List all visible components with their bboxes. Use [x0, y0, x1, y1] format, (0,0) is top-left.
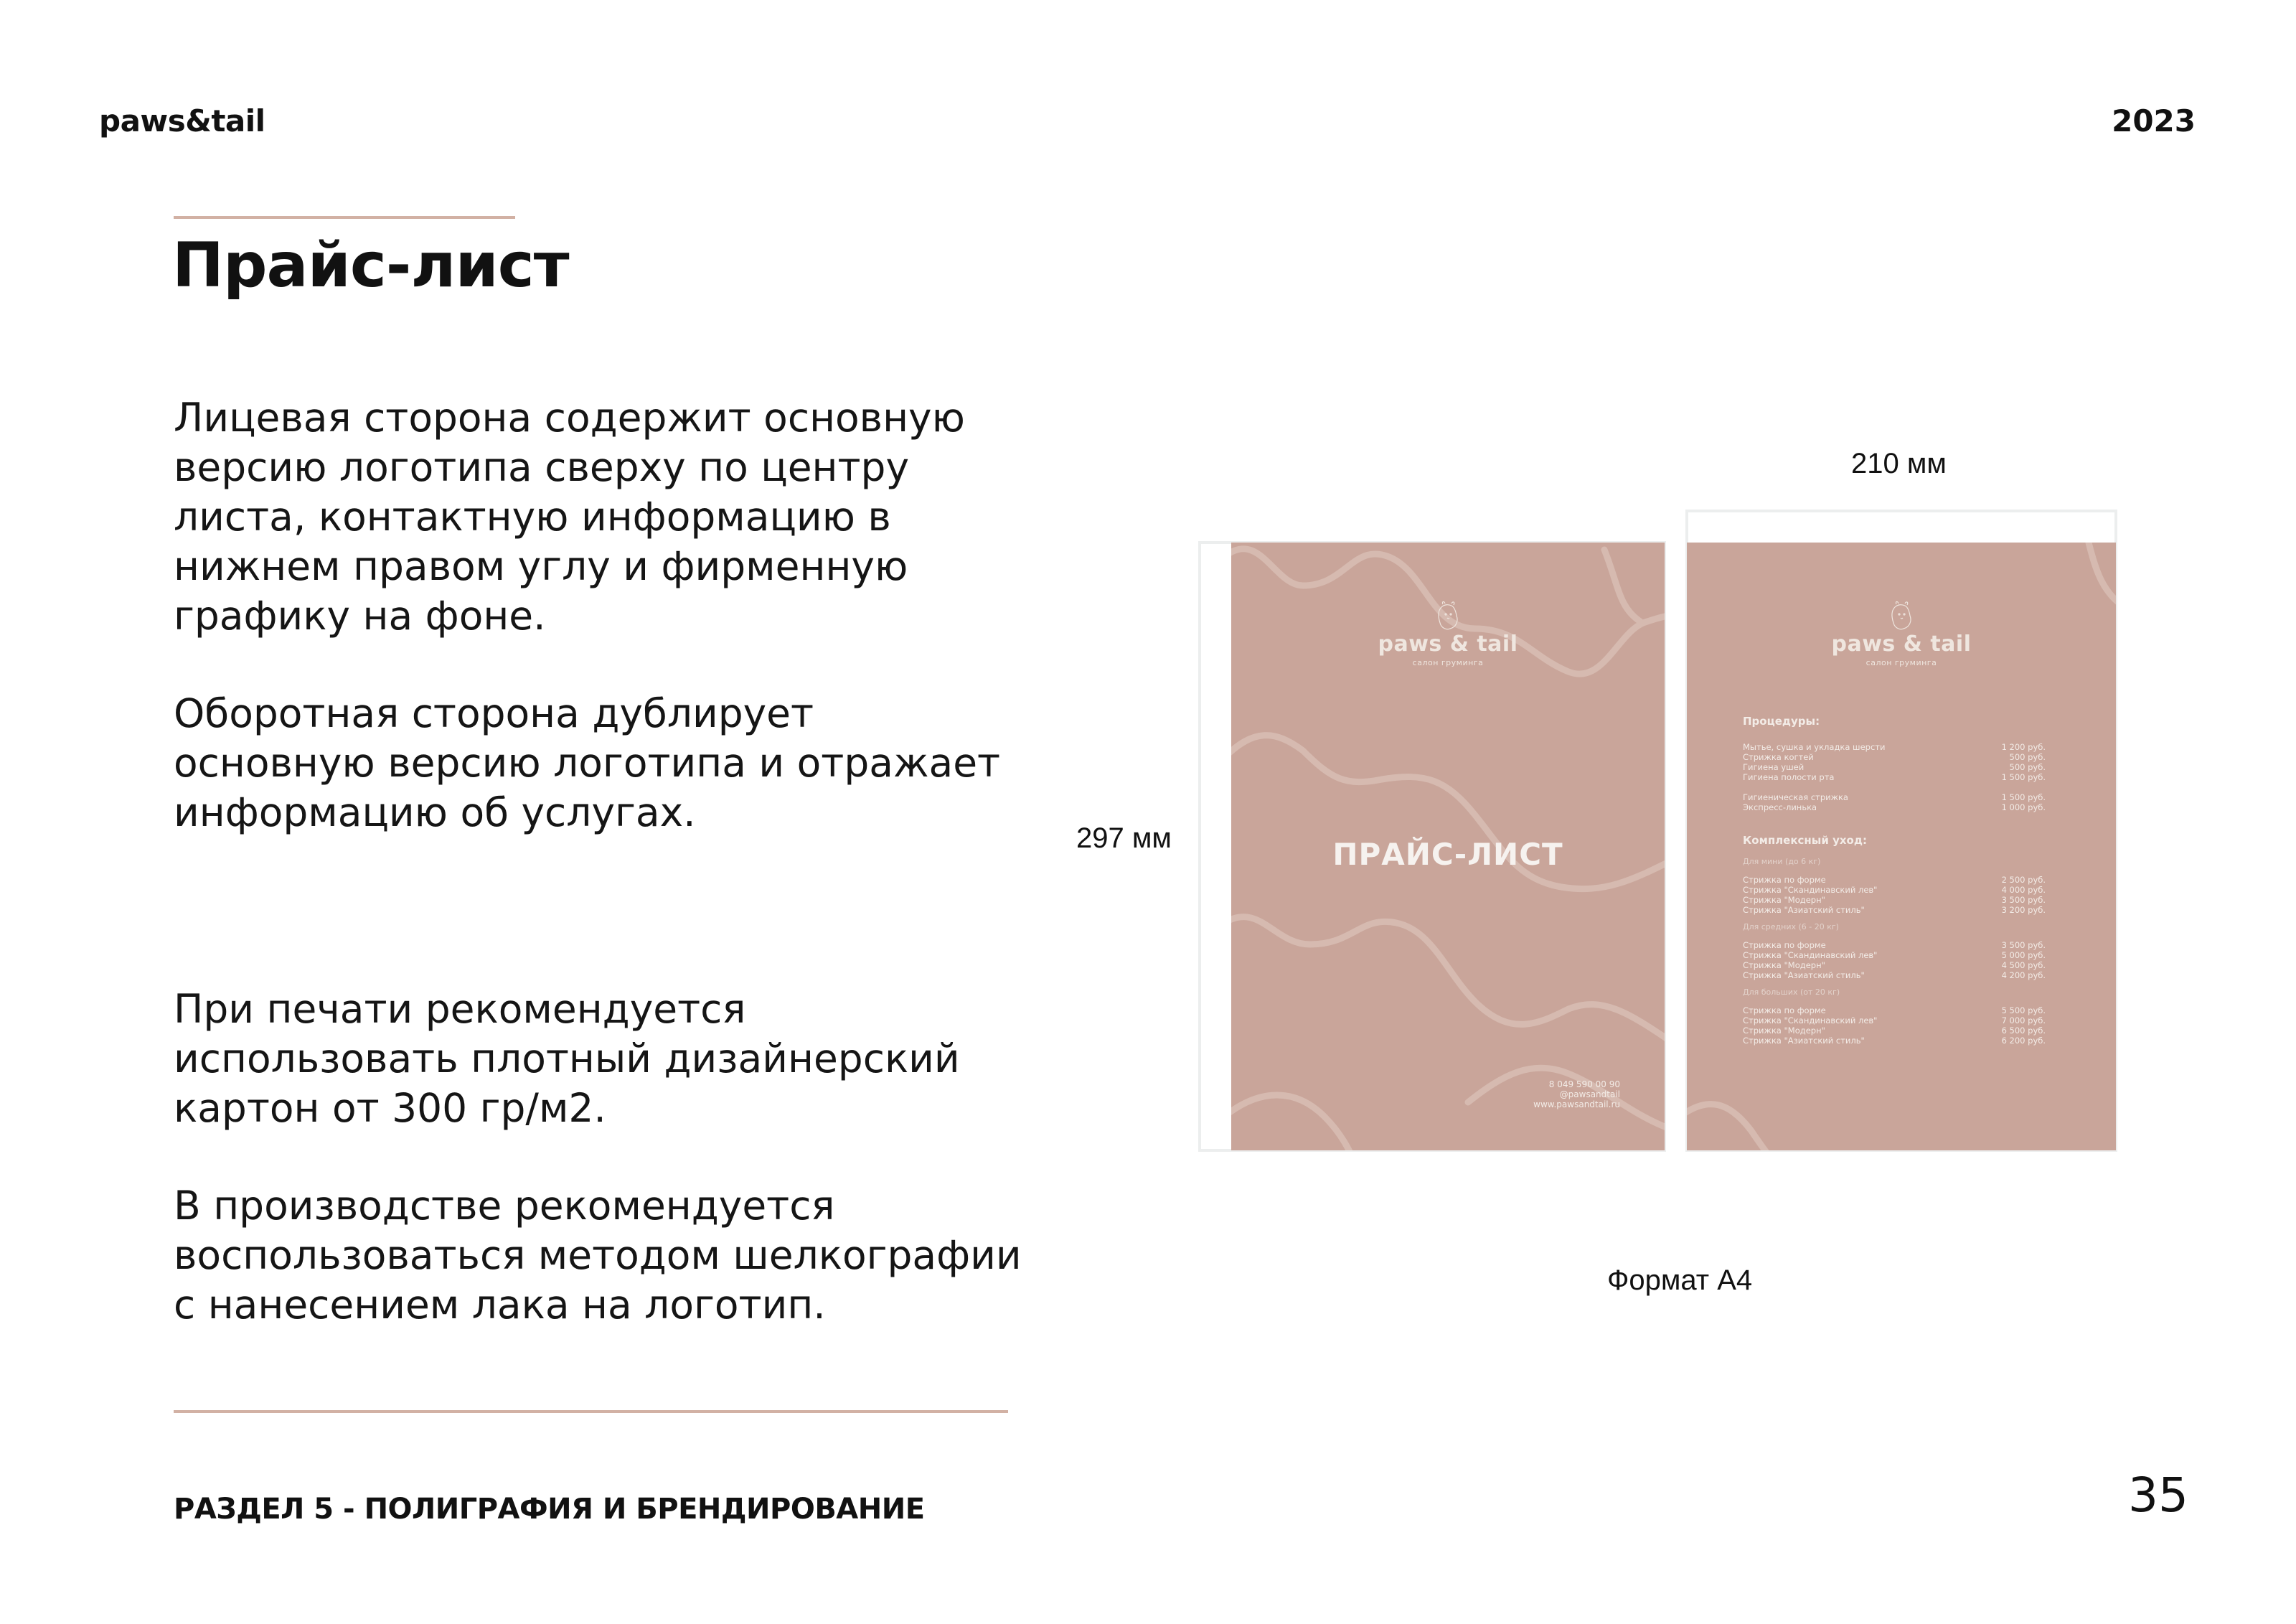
text-line: нижнем правом углу и фирменную: [174, 543, 908, 589]
price-row: Стрижка когтей 500 руб.: [1743, 752, 2046, 762]
text-line: В производстве рекомендуется: [174, 1183, 835, 1229]
weight-group-label: Для мини (до 6 кг): [1743, 857, 1821, 866]
text-line: основную версию логотипа и отражает: [174, 740, 1001, 786]
logo-name: paws & tail: [1378, 632, 1518, 657]
weight-group-label: Для средних (6 - 20 кг): [1743, 922, 1839, 931]
front-sheet-title: ПРАЙС-ЛИСТ: [1332, 837, 1563, 872]
front-sheet: [1231, 543, 1665, 1150]
dog-icon: [1889, 600, 1914, 632]
website-url: www.pawsandtail.ru: [1533, 1099, 1620, 1109]
section-footer: РАЗДЕЛ 5 - ПОЛИГРАФИЯ И БРЕНДИРОВАНИЕ: [174, 1493, 925, 1526]
width-dimension-label: 210 мм: [1851, 448, 1947, 479]
price-row: Стрижка "Модерн" 3 500 руб.: [1743, 895, 2046, 905]
price-row: Стрижка по форме 5 500 руб.: [1743, 1005, 2046, 1015]
text-line: использовать плотный дизайнерский: [174, 1036, 960, 1081]
dog-icon: [1436, 600, 1460, 632]
text-line: информацию об услугах.: [174, 789, 696, 835]
complex-care-heading: Комплексный уход:: [1743, 834, 1867, 847]
price-row: Стрижка "Азиатский стиль" 6 200 руб.: [1743, 1036, 2046, 1046]
text-line: Оборотная сторона дублирует: [174, 690, 814, 736]
text-line: воспользоваться методом шелкографии: [174, 1232, 1022, 1278]
logo-subtitle: салон груминга: [1866, 658, 1937, 667]
price-row: Стрижка "Скандинавский лев" 5 000 руб.: [1743, 950, 2046, 960]
paragraph-back-side: [174, 689, 1056, 837]
text-line: листа, контактную информацию в: [174, 494, 891, 540]
text-line: При печати рекомендуется: [174, 986, 746, 1032]
text-line: картон от 300 гр/м2.: [174, 1085, 606, 1131]
procedures-heading: Процедуры:: [1743, 715, 1820, 728]
title-top-rule: [174, 216, 515, 219]
logo-name: paws & tail: [1831, 632, 1972, 657]
page-number: 35: [2128, 1468, 2188, 1523]
paragraph-front-side: [174, 393, 1056, 641]
paragraph-production: [174, 1181, 1056, 1330]
weight-group-label: Для больших (от 20 кг): [1743, 987, 1840, 997]
format-label: Формат А4: [1607, 1264, 1753, 1296]
price-row: Стрижка "Азиатский стиль" 4 200 руб.: [1743, 970, 2046, 980]
price-row: Стрижка по форме 2 500 руб.: [1743, 875, 2046, 885]
price-row: Стрижка "Азиатский стиль" 3 200 руб.: [1743, 905, 2046, 915]
bottom-rule: [174, 1410, 1008, 1413]
brand-name: paws&tail: [99, 103, 265, 139]
price-row: Гигиена полости рта 1 500 руб.: [1743, 772, 2046, 782]
contact-info: [1533, 1079, 1620, 1109]
price-row: Гигиеническая стрижка 1 500 руб.: [1743, 792, 2046, 802]
price-row: Стрижка "Модерн" 4 500 руб.: [1743, 960, 2046, 970]
back-sheet: [1687, 543, 2116, 1150]
text-line: Лицевая сторона содержит основную: [174, 395, 965, 441]
back-logo: [1687, 600, 2116, 667]
text-line: версию логотипа сверху по центру: [174, 444, 910, 490]
price-row: Мытье, сушка и укладка шерсти 1 200 руб.: [1743, 742, 2046, 752]
social-handle: @pawsandtail: [1559, 1089, 1620, 1099]
phone-number: 8 049 590 00 90: [1548, 1079, 1620, 1089]
year-label: 2023: [2112, 103, 2196, 139]
price-row: Стрижка "Скандинавский лев" 7 000 руб.: [1743, 1015, 2046, 1025]
logo-subtitle: салон груминга: [1412, 658, 1484, 667]
price-row: Гигиена ушей 500 руб.: [1743, 762, 2046, 772]
text-line: с нанесением лака на логотип.: [174, 1282, 826, 1328]
page-title: Прайс-лист: [172, 230, 569, 301]
paragraph-printing: [174, 985, 1056, 1133]
price-row: Экспресс-линька 1 000 руб.: [1743, 802, 2046, 812]
price-row: Стрижка "Скандинавский лев" 4 000 руб.: [1743, 885, 2046, 895]
front-logo: [1231, 600, 1665, 667]
price-row: Стрижка по форме 3 500 руб.: [1743, 940, 2046, 950]
height-dimension-label: 297 мм: [1076, 822, 1172, 854]
price-row: Стрижка "Модерн" 6 500 руб.: [1743, 1025, 2046, 1036]
text-line: графику на фоне.: [174, 593, 546, 639]
price-list: [1743, 715, 2046, 1046]
